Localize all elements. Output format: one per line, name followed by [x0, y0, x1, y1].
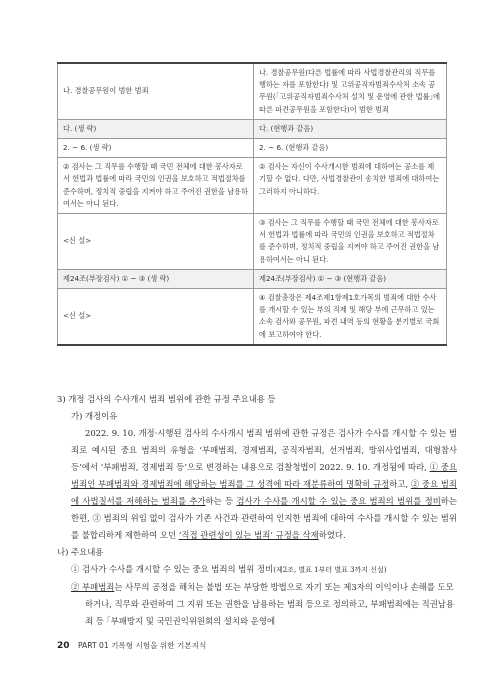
page-number: 20: [57, 641, 70, 651]
table-cell-current: ② 검사는 그 직무를 수행할 때 국민 전체에 대한 봉사자로서 헌법과 법률에 따라 국민의 인권을 보호하고 적법절차를 준수하며, 정치적 중립을 지켜야 하고 주어진 권한을 남용하여서는 아니 된다.: [58, 158, 254, 214]
list-item-note: (제2조, 별표 1부터 별표 3까지 신설): [273, 566, 387, 574]
paragraph-text: 하는 등: [205, 496, 237, 506]
paragraph-text: 2022. 9. 10. 개정·시행된 검사의 수사개시 범죄 범위에 관한 규정은 검사가 수사를 개시할 수 있는 범죄로 예시된 중요 범죄의 유형을 ‘부패범죄, 경제범죄, 공직자범죄, 선거범죄, 방위사업범죄, 대형참사 등’에서 ‘부패범죄, 경제범죄 등’으로 변경하는 내용으로 검찰청법이 2022. 9. 10. 개정됨에 따라,: [71, 428, 457, 472]
table-cell-current: <신 설>: [58, 214, 254, 270]
table-row: [58, 63, 447, 119]
section-heading: 3) 개정 검사의 수사개시 범죄 범위에 관한 규정 주요내용 등: [57, 394, 276, 404]
underlined-phrase: 검사가 수사를 개시할 수 있는 중요 범죄의 범위를 정비: [236, 496, 441, 506]
underlined-phrase: ‘직접 관련성이 있는 범죄’ 규정을 삭제: [178, 530, 319, 540]
table-cell-revised: ② 검사는 자신이 수사개시한 범죄에 대하여는 공소를 제기할 수 없다. 다만, 사법경찰관이 송치한 범죄에 대하여는 그러하지 아니하다.: [254, 158, 447, 214]
body-text: [57, 391, 457, 630]
table-row: [58, 289, 447, 345]
table-cell-current: 제24조(부장검사) ① ~ ③ (생 략): [58, 269, 254, 288]
list-item-text: ① 검사가 수사를 개시할 수 있는 중요 범죄의 범위 정비: [71, 564, 274, 574]
table-cell-revised: 제24조(부장검사) ① ~ ③ (현행과 같음): [254, 269, 447, 288]
underlined-phrase: ② 중요 범죄에 사법질서를 저해하는 범죄를 추가: [71, 479, 457, 506]
table-row: [58, 158, 447, 214]
table-cell-current: 2. ~ 6. (생 략): [58, 139, 254, 158]
table-row: [58, 119, 447, 138]
paragraph-text: 하였다.: [318, 530, 346, 540]
underlined-phrase: ① 중요 범죄인 부패범죄와 경제범죄에 해당하는 범죄를 그 성격에 따라 재분류하여 명확히 규정: [71, 462, 457, 489]
list-item: [57, 561, 457, 579]
page-footer: [57, 640, 206, 652]
table-cell-revised: ③ 검사는 그 직무를 수행할 때 국민 전체에 대한 봉사자로서 헌법과 법률에 따라 국민의 인권을 보호하고 적법절차를 준수하며, 정치적 중립을 지켜야 하고 주어진 권한을 남용하여서는 아니 된다.: [254, 214, 447, 270]
comparison-table: [57, 62, 447, 346]
table-cell-current: 나. 경찰공무원이 범한 범죄: [58, 63, 254, 119]
paragraph-text: 하고,: [389, 479, 411, 489]
subsection-heading: 가) 개정이유: [71, 411, 118, 421]
underlined-phrase: ② 부패범죄: [71, 582, 115, 592]
table-cell-revised: 나. 경찰공무원(다른 법률에 따라 사법경찰관리의 직무를 행하는 자를 포함한다) 및 고위공직자범죄수사처 소속 공무원(｢고위공직자범죄수사처 설치 및 운영에 관한 법률｣에 따른 파견공무원을 포함한다)이 범한 범죄: [254, 63, 447, 119]
table-row: [58, 214, 447, 270]
list-item: [57, 579, 457, 630]
table-cell-current: <신 설>: [58, 289, 254, 345]
footer-label: PART 01 기록형 시험을 위한 기본지식: [77, 641, 207, 650]
table-cell-revised: 다. (현행과 같음): [254, 119, 447, 138]
table-row: [58, 139, 447, 158]
table-cell-current: 다. (생 략): [58, 119, 254, 138]
table-cell-revised: 2. ~ 6. (현행과 같음): [254, 139, 447, 158]
table-cell-revised: ④ 검찰총장은 제4조제1항제1호가목의 범죄에 대한 수사를 개시할 수 있는 부의 직제 및 해당 부에 근무하고 있는 소속 검사와 공무원, 파견 내역 등의 현황을 분기별로 국회에 보고하여야 한다.: [254, 289, 447, 345]
paragraph-text: 하는 한편, ③ 범죄의 위임 없이 검사가 기존 사건과 관련하여 인지한 범죄에 대하여 수사를 개시할 수 있는 범위를 불합리하게 제한하여 오던: [71, 496, 457, 540]
subsection-heading: 나) 주요내용: [57, 547, 104, 557]
amendment-reason-paragraph: [57, 425, 457, 544]
table-row: [58, 269, 447, 288]
list-item-text: 는 사무의 공정을 해치는 불법 또는 부당한 방법으로 자기 또는 제3자의 이익이나 손해를 도모하거나, 직무와 관련하여 그 지위 또는 권한을 남용하는 범죄 등으로 정의하고, 부패범죄에는 직권남용죄 등 ｢부패방지 및 국민권익위원회의 설치와 운영에: [85, 582, 454, 626]
